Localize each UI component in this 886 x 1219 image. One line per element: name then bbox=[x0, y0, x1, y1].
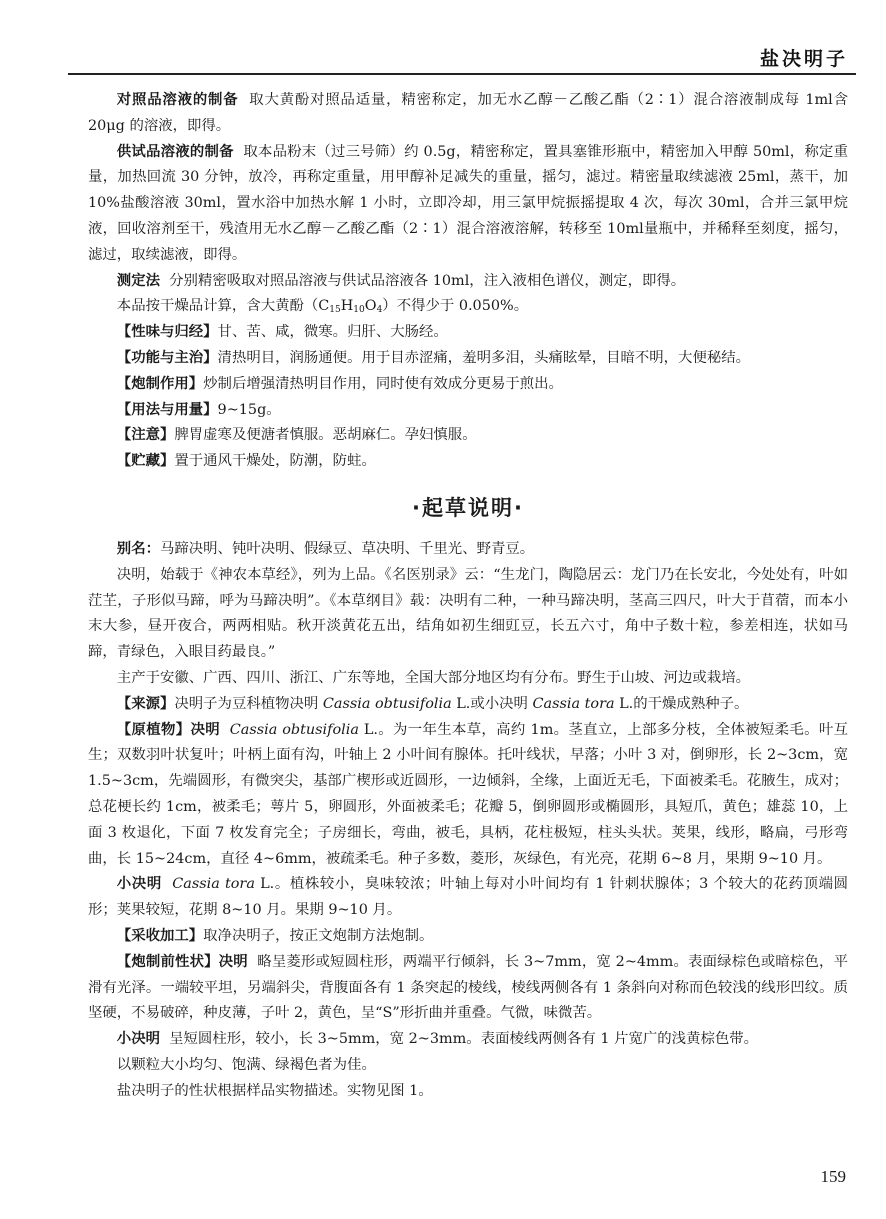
paragraph-text: 盐决明子的性状根据样品实物描述。实物见图 1。 bbox=[116, 1082, 433, 1099]
paragraph-aliases bbox=[88, 537, 848, 563]
paragraph-text: 清热明目，润肠通便。用于目赤涩痛，羞明多泪，头痛眩晕，目暗不明，大便秘结。 bbox=[217, 349, 751, 366]
paragraph-small-cassia-characters bbox=[88, 1027, 848, 1053]
paragraph-label: 小决明 bbox=[116, 876, 162, 893]
paragraph-text: 决明，始载于《神农本草经》，列为上品。《名医别录》云：“生龙门，陶隐居云：龙门乃在长安北，今处处有，叶如茳芏，子形似马蹄，呼为马蹄决明”。《本草纲目》载：决明有二种，一种马蹄决明，茎高三四尺，叶大于苜蓿，而本小末大参，昼开夜合，两两相贴。秋开淡黄花五出，结角如初生细豇豆，长五六寸，角中子数十粒，参差相连，状如马蹄，青绿色，入眼目药最良。” bbox=[88, 566, 848, 661]
latin-name: Cassia obtusifolia bbox=[229, 721, 359, 738]
paragraph-quality bbox=[88, 1053, 848, 1079]
paragraph-caution bbox=[88, 423, 848, 449]
text-span: H bbox=[340, 298, 354, 315]
latin-name: Cassia tora bbox=[172, 876, 255, 893]
paragraph-text: 9~15g。 bbox=[217, 401, 281, 418]
paragraph-text: L.。植株较小，臭味较浓；叶轴上每对小叶间均有 1 针刺状腺体；3 个较大的花药顶端圆形；荚果较短，花期 8~10 月。果期 9~10 月。 bbox=[88, 876, 848, 919]
paragraph-harvest bbox=[88, 924, 848, 950]
paragraph-dosage bbox=[88, 398, 848, 424]
text-span: 本品按干燥品计算，含大黄酚（C bbox=[116, 298, 330, 315]
paragraph-text: L.。为一年生本草，高约 1m。茎直立，上部多分枝，全体被短柔毛。叶互生；双数羽叶状复叶；叶柄上面有沟，叶轴上 2 小叶间有腺体。托叶线状，早落；小叶 3 对，倒卵形，长 2~3cm，宽 1.5~3cm，先端圆形，有微突尖，基部广楔形或近圆形，一边倾斜，全缘，上面近无毛，下面被柔毛。花腋生，成对；总花梗长约 1cm，被柔毛；萼片 5，卵圆形，外面被柔毛；花瓣 5，倒卵圆形或椭圆形，具短爪，黄色；雄蕊 10，上面 3 枚退化，下面 7 枚发育完全；子房细长，弯曲，被毛，具柄，花柱极短，柱头头状。荚果，线形，略扁，弓形弯曲，长 15~24cm，直径 4~6mm，被疏柔毛。种子多数，菱形，灰绿色，有光亮，花期 6~8 月，果期 9~10 月。 bbox=[88, 721, 848, 867]
paragraph-distribution bbox=[88, 666, 848, 692]
paragraph-source bbox=[88, 692, 848, 718]
subscript: 4 bbox=[376, 305, 383, 316]
text-span: ）不得少于 0.050%。 bbox=[382, 298, 529, 315]
page-body bbox=[88, 88, 848, 1104]
paragraph-text: 分别精密吸取对照品溶液与供试品溶液各 10ml，注入液相色谱仪，测定，即得。 bbox=[169, 272, 686, 289]
paragraph-label: 【贮藏】 bbox=[116, 453, 175, 470]
paragraph-label: 供试品溶液的制备 bbox=[116, 143, 234, 160]
paragraph-text: 马蹄决明、钝叶决明、假绿豆、草决明、千里光、野青豆。 bbox=[159, 540, 535, 557]
paragraph-text: 取净决明子，按正文炮制方法炮制。 bbox=[203, 927, 434, 944]
paragraph-label: 【功能与主治】 bbox=[116, 349, 218, 366]
text-span: L.的干燥成熟种子。 bbox=[614, 695, 749, 712]
paragraph-label: 【炮制前性状】决明 bbox=[116, 953, 248, 970]
paragraph-original-plant bbox=[88, 718, 848, 873]
paragraph-text: 以颗粒大小均匀、饱满、绿褐色者为佳。 bbox=[116, 1056, 376, 1073]
text-span: L.或小决明 bbox=[451, 695, 533, 712]
paragraph-label: 对照品溶液的制备 bbox=[116, 92, 239, 108]
paragraph-function bbox=[88, 346, 848, 372]
paragraph-text: 甘、苦、咸，微寒。归肝、大肠经。 bbox=[217, 324, 448, 341]
paragraph-text: 主产于安徽、广西、四川、浙江、广东等地，全国大部分地区均有分布。野生于山坡、河边或栽培。 bbox=[116, 669, 750, 686]
section-title: ·起草说明· bbox=[412, 495, 524, 520]
latin-name: Cassia obtusifolia bbox=[322, 695, 452, 712]
header-rule bbox=[68, 73, 856, 75]
paragraph-label: 测定法 bbox=[116, 272, 160, 289]
paragraph-text: 脾胃虚寒及便溏者慎服。恶胡麻仁。孕妇慎服。 bbox=[174, 427, 477, 444]
paragraph-small-cassia bbox=[88, 872, 848, 924]
page-number: 159 bbox=[820, 1167, 846, 1186]
paragraph-text: 略呈菱形或短圆柱形，两端平行倾斜，长 3~7mm，宽 2~4mm。表面绿棕色或暗棕色，平滑有光泽。一端较平坦，另端斜尖，背腹面各有 1 条突起的棱线，棱线两侧各有 1 条斜向对称而色较浅的线形凹纹。质坚硬，不易破碎，种皮薄，子叶 2，黄色，呈“S”形折曲并重叠。气微，味微苦。 bbox=[88, 953, 848, 1022]
paragraph-test-solution bbox=[88, 140, 848, 269]
paragraph-reference-solution bbox=[88, 88, 848, 140]
paragraph-label: 【采收加工】 bbox=[116, 927, 204, 944]
paragraph-processing-effect bbox=[88, 372, 848, 398]
subscript: 10 bbox=[353, 305, 365, 316]
paragraph-label: 【性味与归经】 bbox=[116, 324, 218, 341]
paragraph-description-note bbox=[88, 1079, 848, 1105]
paragraph-label: 【用法与用量】 bbox=[116, 401, 218, 418]
text-span: O bbox=[364, 298, 377, 315]
paragraph-text: 取大黄酚对照品适量，精密称定，加无水乙醇－乙酸乙酯（2∶1）混合溶液制成每 1ml含 20μg 的溶液，即得。 bbox=[88, 92, 848, 134]
paragraph-taste-meridian bbox=[88, 320, 848, 346]
latin-name: Cassia tora bbox=[532, 695, 615, 712]
paragraph-storage bbox=[88, 449, 848, 475]
paragraph-history bbox=[88, 563, 848, 666]
paragraph-content-limit bbox=[88, 294, 848, 320]
paragraph-label: 小决明 bbox=[116, 1031, 160, 1048]
paragraph-label: 【来源】 bbox=[116, 695, 175, 712]
paragraph-text: 呈短圆柱形，较小，长 3~5mm，宽 2~3mm。表面棱线两侧各有 1 片宽广的浅黄棕色带。 bbox=[169, 1031, 759, 1048]
paragraph-text: 置于通风干燥处，防潮，防蛀。 bbox=[174, 453, 376, 470]
subscript: 15 bbox=[329, 305, 341, 316]
paragraph-text: 取本品粉末（过三号筛）约 0.5g，精密称定，置具塞锥形瓶中，精密加入甲醇 50ml，称定重量，加热回流 30 分钟，放冷，再称定重量，用甲醇补足减失的重量，摇匀，滤过。精密量取续滤液 25ml，蒸干，加 10%盐酸溶液 30ml，置水浴中加热水解 1 小时，立即冷却，用三氯甲烷振摇提取 4 次，每次 30ml，合并三氯甲烷液，回收溶剂至干，残渣用无水乙醇－乙酸乙酯（2∶1）混合溶液溶解，转移至 10ml量瓶中，并稀释至刻度，摇匀，滤过，取续滤液，即得。 bbox=[88, 143, 848, 263]
paragraph-label: 【原植物】决明 bbox=[116, 721, 220, 738]
paragraph-label: 【炮制作用】 bbox=[116, 375, 204, 392]
paragraph-label: 别名： bbox=[116, 540, 160, 557]
text-span: 决明子为豆科植物决明 bbox=[174, 695, 323, 712]
paragraph-raw-characters bbox=[88, 950, 848, 1027]
running-header-title: 盐决明子 bbox=[759, 48, 848, 70]
paragraph-text: 炒制后增强清热明目作用，同时使有效成分更易于煎出。 bbox=[203, 375, 563, 392]
paragraph-label: 【注意】 bbox=[116, 427, 175, 444]
paragraph-assay-method bbox=[88, 269, 848, 295]
